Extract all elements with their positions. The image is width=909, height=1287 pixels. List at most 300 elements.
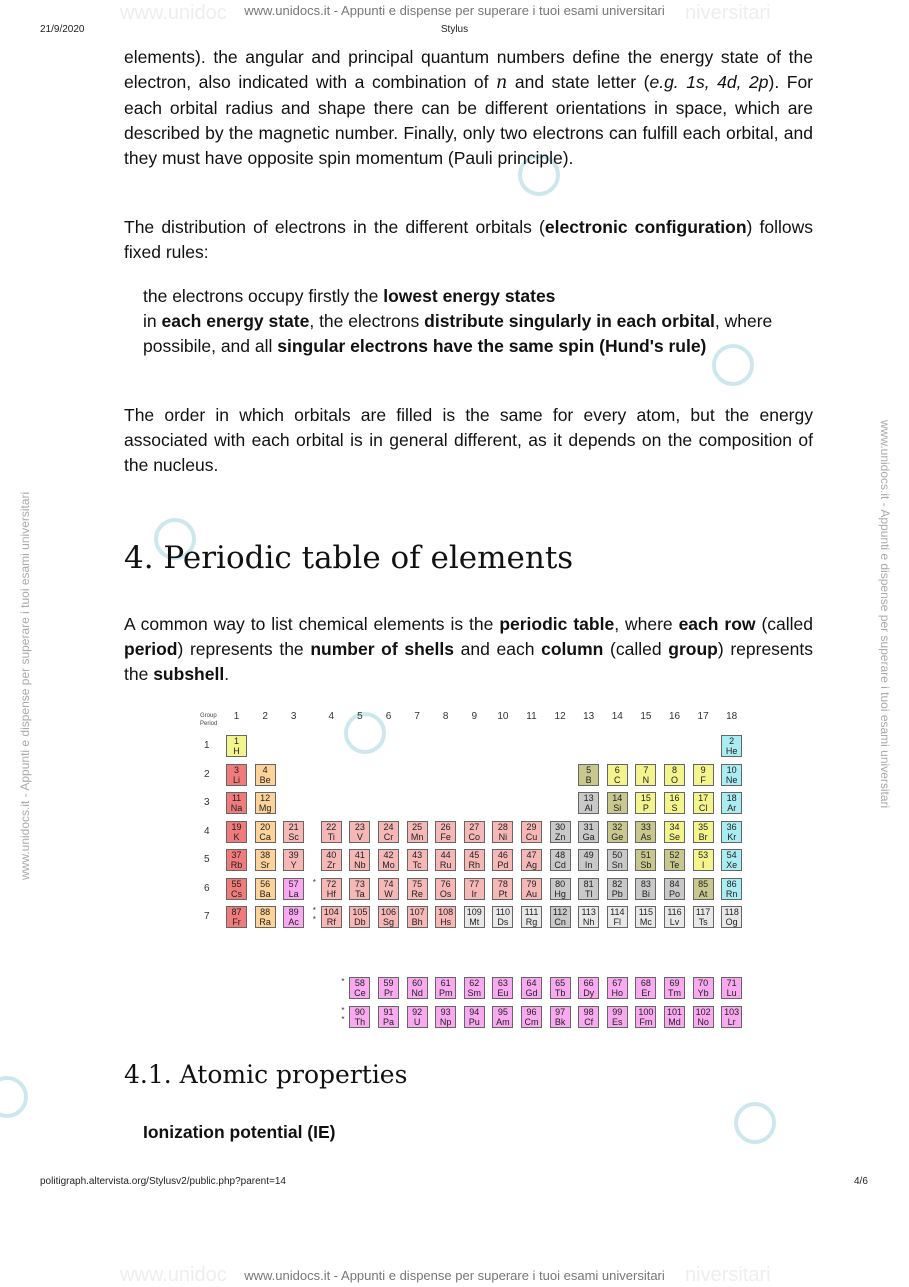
element-symbol: Ga [582, 831, 595, 842]
atomic-number: 29 [526, 821, 537, 832]
element-symbol: Th [354, 1016, 366, 1027]
element-cell [255, 821, 276, 843]
watermark-side-left: www.unidocs.it - Appunti e dispense per superare i tuoi esami universitari [18, 491, 32, 880]
element-symbol: Cf [584, 1016, 594, 1027]
element-cell [693, 977, 714, 999]
element-symbol: Ho [611, 988, 624, 998]
element-cell [721, 849, 742, 871]
bold-term: each energy state [161, 311, 310, 331]
atomic-number: 12 [260, 793, 271, 803]
element-symbol: Pu [468, 1016, 480, 1027]
atomic-number: 10 [726, 764, 737, 775]
atomic-number: 8 [671, 764, 677, 775]
atomic-number: 34 [669, 821, 680, 832]
element-symbol: Zn [554, 831, 566, 842]
text: , where possibile, and all [143, 311, 773, 356]
atomic-number: 62 [469, 978, 480, 988]
element-symbol: Sm [467, 988, 482, 998]
element-cell [721, 1006, 742, 1028]
element-symbol: Ar [727, 803, 737, 813]
element-cell [255, 878, 276, 900]
atomic-number: 47 [526, 850, 537, 860]
group-number: 15 [640, 711, 652, 722]
atomic-number: 91 [383, 1006, 394, 1017]
element-symbol: C [614, 774, 621, 785]
element-symbol: Te [669, 860, 680, 870]
element-symbol: P [642, 803, 649, 813]
element-cell [226, 792, 247, 814]
rules-list [143, 284, 783, 359]
atomic-number: 9 [700, 764, 706, 775]
bold-term: electronic configuration [544, 217, 747, 237]
text: and each [453, 639, 542, 659]
element-cell [321, 906, 342, 928]
element-symbol: Es [612, 1016, 623, 1027]
element-cell [407, 906, 428, 928]
text: ) represents the [177, 639, 311, 659]
italic-n: n [496, 73, 508, 93]
atomic-number: 118 [724, 907, 739, 917]
element-symbol: Au [525, 888, 537, 899]
atomic-number: 7 [643, 764, 649, 775]
element-cell [349, 849, 370, 871]
period-label: Period [200, 721, 218, 727]
atomic-number: 78 [497, 878, 508, 889]
atomic-number: 105 [352, 907, 368, 917]
subsection-title: 4.1. Atomic properties [124, 1060, 408, 1089]
atomic-number: 1 [233, 736, 239, 746]
paragraph-electronic-configuration [124, 215, 813, 265]
atomic-number: 73 [354, 878, 365, 889]
group-number: 14 [611, 711, 623, 722]
element-cell [607, 821, 628, 843]
atomic-number: 88 [260, 907, 271, 917]
element-cell [635, 977, 656, 999]
element-symbol: Al [584, 803, 593, 813]
element-symbol: Ne [725, 774, 738, 785]
atomic-number: 58 [354, 978, 365, 988]
atomic-number: 5 [586, 764, 592, 775]
atomic-number: 117 [695, 907, 711, 917]
print-date: 21/9/2020 [40, 24, 85, 35]
element-cell [693, 906, 714, 928]
atomic-number: 97 [555, 1006, 566, 1017]
group-number: 9 [471, 711, 478, 722]
element-cell [578, 1006, 599, 1028]
bold-term: subshell [153, 664, 225, 684]
group-number: 16 [668, 711, 681, 722]
element-cell [635, 849, 656, 871]
element-cell [226, 735, 247, 757]
element-symbol: Ru [439, 860, 452, 870]
atomic-number: 55 [231, 878, 242, 889]
element-cell [693, 764, 714, 786]
element-cell [607, 1006, 628, 1028]
element-cell [721, 764, 742, 786]
rule-item [143, 309, 783, 359]
atomic-number: 108 [438, 907, 454, 917]
element-cell [664, 764, 685, 786]
element-cell [578, 878, 599, 900]
element-symbol: Yb [697, 988, 709, 998]
element-cell [464, 906, 485, 928]
element-symbol: Hf [326, 888, 336, 899]
italic-example: e.g. 1s, 4d, 2p [649, 72, 769, 92]
element-cell [635, 878, 656, 900]
element-cell [521, 821, 542, 843]
element-symbol: Co [468, 831, 481, 842]
element-cell [283, 821, 304, 843]
period-number: 1 [204, 740, 210, 751]
atomic-number: 32 [612, 821, 623, 832]
atomic-number: 113 [581, 907, 596, 917]
footnote-star: * [312, 906, 316, 915]
element-cell [407, 878, 428, 900]
element-symbol: Ac [288, 917, 299, 927]
atomic-number: 110 [495, 907, 511, 917]
element-symbol: Zr [327, 860, 336, 870]
atomic-number: 27 [469, 821, 480, 832]
element-symbol: Lr [727, 1016, 736, 1027]
watermark-faint-left: www.unidoc [120, 2, 227, 24]
bold-term: number of shells [310, 639, 454, 659]
bold-term: period [124, 639, 178, 659]
element-symbol: Fl [613, 917, 622, 927]
atomic-number: 2 [729, 736, 735, 746]
element-symbol: Sg [382, 917, 394, 927]
element-cell [664, 878, 685, 900]
atomic-number: 37 [231, 850, 242, 860]
element-cell [464, 849, 485, 871]
element-cell [435, 1006, 456, 1028]
element-cell [378, 906, 399, 928]
element-symbol: Sb [640, 860, 652, 870]
element-cell [321, 878, 342, 900]
watermark-faint-bottom-right: niversitari [685, 1264, 771, 1286]
element-symbol: Fe [440, 831, 451, 842]
bold-term: distribute singularly in each orbital [424, 311, 715, 331]
group-number: 1 [233, 711, 240, 722]
footnote-star: * [341, 1005, 345, 1015]
element-cell [550, 977, 571, 999]
element-symbol: U [413, 1016, 421, 1027]
atomic-number: 22 [326, 821, 337, 832]
element-symbol: Tm [668, 988, 681, 998]
atomic-number: 61 [440, 978, 451, 988]
group-number: 8 [442, 711, 449, 722]
group-label: Group [200, 713, 217, 719]
element-cell [521, 1006, 542, 1028]
group-number: 18 [726, 711, 738, 722]
element-symbol: Be [259, 774, 271, 785]
element-cell [578, 906, 599, 928]
element-symbol: Nb [354, 860, 366, 870]
bold-term: periodic table [499, 614, 615, 634]
footnote-star: * [341, 977, 345, 986]
element-cell [607, 977, 628, 999]
element-symbol: Tb [554, 988, 566, 998]
element-cell [255, 906, 276, 928]
element-cell [378, 1006, 399, 1028]
text: . [224, 664, 230, 684]
section-title: 4. Periodic table of elements [124, 540, 574, 576]
element-cell [550, 1006, 571, 1028]
element-cell [255, 849, 276, 871]
watermark-top: www.unidocs.it - Appunti e dispense per superare i tuoi esami universitari [244, 3, 665, 18]
atomic-number: 104 [323, 907, 339, 917]
element-cell [693, 792, 714, 814]
element-cell [693, 1006, 714, 1028]
element-cell [550, 849, 571, 871]
atomic-number: 112 [552, 907, 568, 917]
atomic-number: 23 [354, 821, 365, 832]
element-cell [721, 821, 742, 843]
element-cell [435, 977, 456, 999]
atomic-number: 50 [612, 850, 623, 860]
atomic-number: 25 [412, 821, 423, 832]
watermark-bottom: www.unidocs.it - Appunti e dispense per superare i tuoi esami universitari [244, 1268, 665, 1283]
atomic-number: 6 [614, 764, 620, 775]
atomic-number: 59 [383, 978, 394, 988]
element-cell [664, 977, 685, 999]
element-symbol: Eu [497, 988, 509, 998]
element-cell [550, 906, 571, 928]
element-symbol: Pd [497, 860, 509, 870]
atomic-number: 71 [726, 978, 737, 988]
element-symbol: Os [439, 888, 452, 899]
element-symbol: At [698, 888, 708, 899]
element-symbol: Ag [525, 860, 537, 870]
element-cell [226, 821, 247, 843]
group-number: 13 [583, 711, 595, 722]
element-symbol: Pa [382, 1016, 394, 1027]
element-symbol: Ds [497, 917, 509, 927]
text: The distribution of electrons in the different orbitals ( [124, 217, 545, 237]
atomic-number: 86 [726, 878, 737, 889]
period-number: 5 [204, 854, 210, 865]
atomic-number: 63 [497, 978, 508, 988]
atomic-number: 66 [583, 978, 594, 988]
element-cell [635, 764, 656, 786]
element-symbol: B [585, 774, 592, 785]
period-number: 6 [204, 882, 210, 894]
element-symbol: Sr [260, 860, 270, 870]
element-cell [464, 1006, 485, 1028]
atomic-number: 20 [260, 821, 271, 832]
atomic-number: 53 [698, 850, 709, 860]
group-number: 5 [357, 711, 363, 722]
element-symbol: Og [725, 917, 738, 927]
atomic-number: 67 [612, 978, 623, 988]
period-number: 3 [204, 797, 210, 808]
element-symbol: Rn [725, 888, 738, 899]
element-symbol: Lv [669, 917, 680, 927]
atomic-number: 114 [610, 907, 625, 917]
page-number: 4/6 [854, 1176, 868, 1187]
element-symbol: Pm [438, 988, 453, 998]
element-cell [226, 878, 247, 900]
element-cell [578, 792, 599, 814]
atomic-number: 81 [583, 878, 594, 889]
element-symbol: W [384, 888, 393, 899]
element-cell [492, 977, 513, 999]
atomic-number: 56 [260, 878, 271, 889]
element-symbol: Fr [232, 917, 241, 927]
element-cell [255, 792, 276, 814]
element-cell [664, 849, 685, 871]
atomic-number: 102 [695, 1006, 711, 1017]
atomic-number: 96 [526, 1006, 537, 1017]
element-symbol: Cl [698, 803, 708, 813]
element-symbol: Kr [727, 831, 737, 842]
element-symbol: Tl [584, 888, 593, 899]
element-cell [664, 1006, 685, 1028]
element-cell [721, 977, 742, 999]
element-cell [435, 849, 456, 871]
element-cell [521, 849, 542, 871]
text: The order in which orbitals are filled is the same for every atom, but the energy associated with each orbital is in general different, as it depends on the composition of the nucleus. [124, 405, 813, 475]
watermark-faint-bottom-left: www.unidoc [120, 1264, 227, 1286]
element-symbol: Nh [582, 917, 595, 927]
element-symbol: Li [232, 774, 240, 785]
element-symbol: Mc [639, 917, 652, 927]
atomic-number: 82 [612, 878, 623, 889]
atomic-number: 69 [669, 978, 680, 988]
atomic-number: 77 [469, 878, 480, 889]
atomic-number: 41 [354, 850, 365, 860]
atomic-number: 11 [231, 793, 242, 803]
element-cell [349, 906, 370, 928]
element-cell [550, 821, 571, 843]
atomic-number: 26 [440, 821, 451, 832]
element-symbol: Cn [554, 917, 566, 927]
watermark-faint-right: niversitari [685, 2, 771, 24]
element-cell [492, 878, 513, 900]
group-number: 11 [526, 711, 537, 722]
element-symbol: Sc [288, 831, 299, 842]
atomic-number: 111 [524, 907, 539, 917]
atomic-number: 94 [469, 1006, 480, 1017]
atomic-number: 16 [669, 793, 680, 803]
element-symbol: Lu [726, 988, 737, 998]
atomic-number: 85 [698, 878, 709, 889]
element-symbol: N [642, 774, 650, 785]
element-cell [721, 906, 742, 928]
element-cell [435, 878, 456, 900]
element-cell [578, 977, 599, 999]
element-cell [521, 906, 542, 928]
atomic-number: 45 [469, 850, 480, 860]
element-symbol: Ca [259, 831, 271, 842]
element-cell [607, 849, 628, 871]
element-symbol: He [725, 746, 738, 756]
element-symbol: Mo [382, 860, 395, 870]
element-symbol: Xe [726, 860, 738, 870]
element-symbol: Rh [468, 860, 481, 870]
atomic-number: 106 [380, 907, 397, 917]
element-cell [255, 764, 276, 786]
element-cell [693, 849, 714, 871]
text: and state letter ( [507, 72, 650, 92]
atomic-number: 17 [698, 793, 709, 803]
group-number: 3 [290, 711, 297, 722]
element-symbol: Re [411, 888, 423, 899]
element-symbol: I [701, 860, 705, 870]
element-cell [407, 849, 428, 871]
atomic-number: 75 [412, 878, 423, 889]
paragraph-periodic-table [124, 612, 813, 687]
atomic-number: 52 [669, 850, 680, 860]
element-cell [664, 906, 685, 928]
atomic-number: 35 [698, 821, 709, 832]
bold-term: lowest energy states [383, 286, 556, 306]
element-cell [378, 878, 399, 900]
element-cell [407, 977, 428, 999]
element-symbol: S [671, 803, 678, 813]
element-symbol: Br [698, 831, 708, 842]
atomic-number: 107 [409, 907, 425, 917]
element-cell [492, 1006, 513, 1028]
atomic-number: 87 [231, 907, 242, 917]
element-symbol: Ge [611, 831, 624, 842]
element-symbol: No [697, 1016, 709, 1027]
element-cell [283, 906, 304, 928]
element-cell [378, 977, 399, 999]
element-cell [635, 821, 656, 843]
element-symbol: Np [439, 1016, 452, 1027]
print-title: Stylus [440, 24, 469, 35]
atomic-number: 65 [555, 978, 566, 988]
atomic-number: 60 [412, 978, 423, 988]
element-symbol: Ts [698, 917, 708, 927]
atomic-number: 80 [555, 878, 566, 889]
element-symbol: Pt [498, 888, 508, 899]
atomic-number: 74 [383, 878, 394, 889]
element-symbol: Rg [525, 917, 538, 927]
subsubsection-title: Ionization potential (IE) [143, 1122, 336, 1142]
element-cell [664, 821, 685, 843]
element-symbol: H [233, 746, 240, 756]
element-cell [492, 821, 513, 843]
element-symbol: Nd [411, 988, 423, 998]
paragraph-quantum-numbers [124, 45, 813, 171]
atomic-number: 99 [612, 1006, 623, 1017]
element-symbol: Am [496, 1016, 510, 1027]
atomic-number: 4 [262, 764, 268, 775]
element-symbol: Hs [440, 917, 452, 927]
atomic-number: 43 [412, 850, 423, 860]
atomic-number: 21 [288, 821, 299, 832]
group-number: 12 [554, 711, 566, 722]
atomic-number: 14 [612, 793, 623, 803]
footnote-star: * [341, 1014, 345, 1024]
bold-term: singular electrons have the same spin (Hund's rule) [277, 336, 707, 356]
element-cell [435, 821, 456, 843]
element-cell [607, 764, 628, 786]
element-cell [226, 764, 247, 786]
bold-term: each row [678, 614, 756, 634]
element-cell [607, 792, 628, 814]
text: ) represents the [124, 639, 814, 684]
atomic-number: 19 [231, 821, 242, 832]
atomic-number: 76 [440, 878, 451, 889]
element-cell [578, 849, 599, 871]
element-cell [407, 821, 428, 843]
text: , the electrons [309, 311, 425, 331]
element-symbol: As [640, 831, 652, 842]
element-cell [607, 878, 628, 900]
element-cell [635, 1006, 656, 1028]
